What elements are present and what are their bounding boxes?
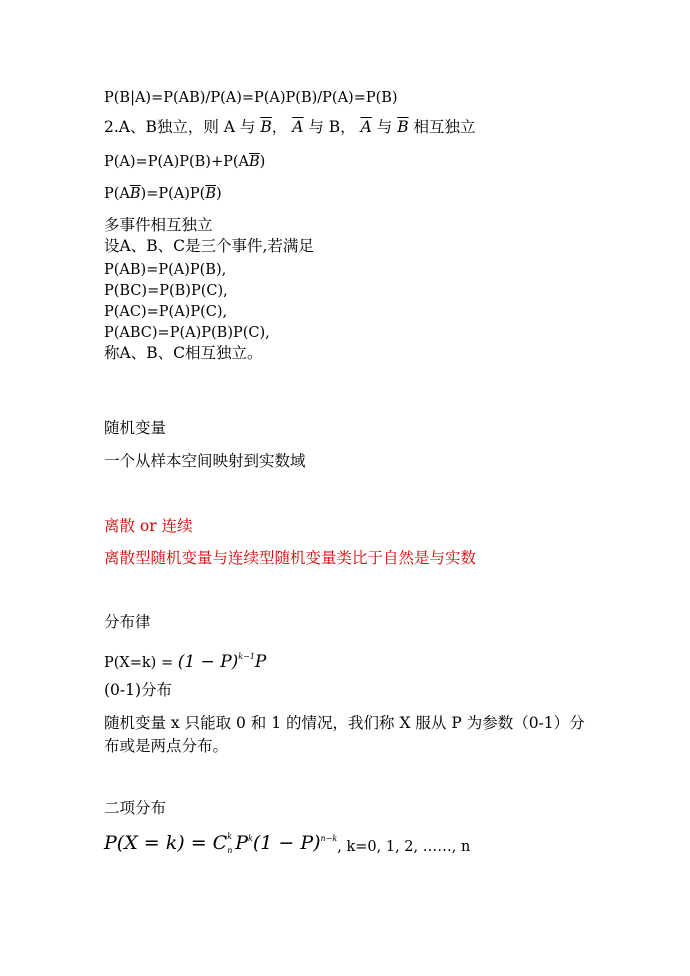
pmf-p: P [254, 652, 267, 672]
binomial-p: P [235, 832, 248, 854]
b-complement-5: $\overline{B}$ [205, 186, 216, 202]
binomial-k: k [227, 832, 233, 841]
complement-product-formula [104, 185, 222, 203]
pmf-exponent: k−1 [238, 652, 255, 661]
b-complement: $\overline{B}$ [260, 118, 272, 136]
total-probability-formula [104, 153, 265, 171]
bernoulli-heading: (0-1)分布 [104, 681, 173, 699]
b-complement-2: $\overline{B}$ [397, 118, 409, 136]
independence-text-2: 与 B， [308, 118, 356, 136]
distribution-law-heading: 分布律 [104, 613, 151, 631]
pairwise-ac: P(AC)=P(A)P(C), [104, 304, 228, 320]
a-complement-2: $\overline{A}$ [360, 118, 372, 136]
formula-part-2: ) [259, 154, 266, 170]
binomial-left: P(X = k) = C [104, 832, 228, 854]
random-variable-definition: 一个从样本空间映射到实数域 [104, 452, 306, 470]
binomial-base-exponent: n−k [320, 834, 338, 843]
independence-text-1: 2.A、B独立，则 A 与 [104, 118, 256, 136]
binomial-base: (1 − P) [252, 832, 321, 854]
mutual-independence-conclusion: 称A、B、C相互独立。 [104, 344, 263, 362]
binomial-n: n [227, 846, 233, 855]
formula-part-4: )=P(A)P( [140, 186, 206, 202]
formula-part-5: ) [215, 186, 222, 202]
pairwise-ab: P(AB)=P(A)P(B), [104, 262, 227, 278]
b-complement-4: $\overline{B}$ [129, 186, 141, 202]
binomial-p-exponent: k [247, 834, 253, 843]
discrete-continuous-analogy: 离散型随机变量与连续型随机变量类比于自然是与实数 [104, 549, 477, 567]
independence-comma: ， [271, 118, 288, 136]
pairwise-bc: P(BC)=P(B)P(C), [104, 283, 228, 299]
a-complement: $\overline{A}$ [292, 118, 304, 136]
independence-statement [104, 118, 476, 136]
bernoulli-description-2: 布或是两点分布。 [104, 737, 229, 755]
b-complement-3: $\overline{B}$ [249, 154, 260, 170]
discrete-or-continuous: 离散 or 连续 [104, 517, 193, 535]
binomial-formula [104, 830, 470, 856]
geometric-distribution-formula [104, 648, 266, 672]
binomial-heading: 二项分布 [104, 799, 167, 817]
independence-text-3: 与 [376, 118, 393, 136]
multi-event-condition: 设A、B、C是三个事件,若满足 [104, 237, 314, 255]
binomial-range: , k=0, 1, 2, ……, n [337, 839, 471, 855]
pmf-base: (1 − P) [177, 652, 239, 672]
conditional-probability-formula: P(B|A)=P(AB)/P(A)=P(A)P(B)/P(A)=P(B) [104, 90, 398, 106]
random-variable-heading: 随机变量 [104, 419, 167, 437]
independence-text-4: 相互独立 [413, 118, 476, 136]
binomial-coefficient-indices [227, 830, 235, 855]
bernoulli-description-1: 随机变量 x 只能取 0 和 1 的情况，我们称 X 服从 P 为参数（0-1）分 [104, 714, 585, 732]
pmf-left: P(X=k) = [104, 655, 174, 671]
formula-part-1: P(A)=P(A)P(B)+P(A [104, 154, 249, 170]
formula-part-3: P(A [104, 186, 130, 202]
multi-event-heading: 多事件相互独立 [104, 216, 213, 234]
triple-abc: P(ABC)=P(A)P(B)P(C), [104, 325, 270, 341]
